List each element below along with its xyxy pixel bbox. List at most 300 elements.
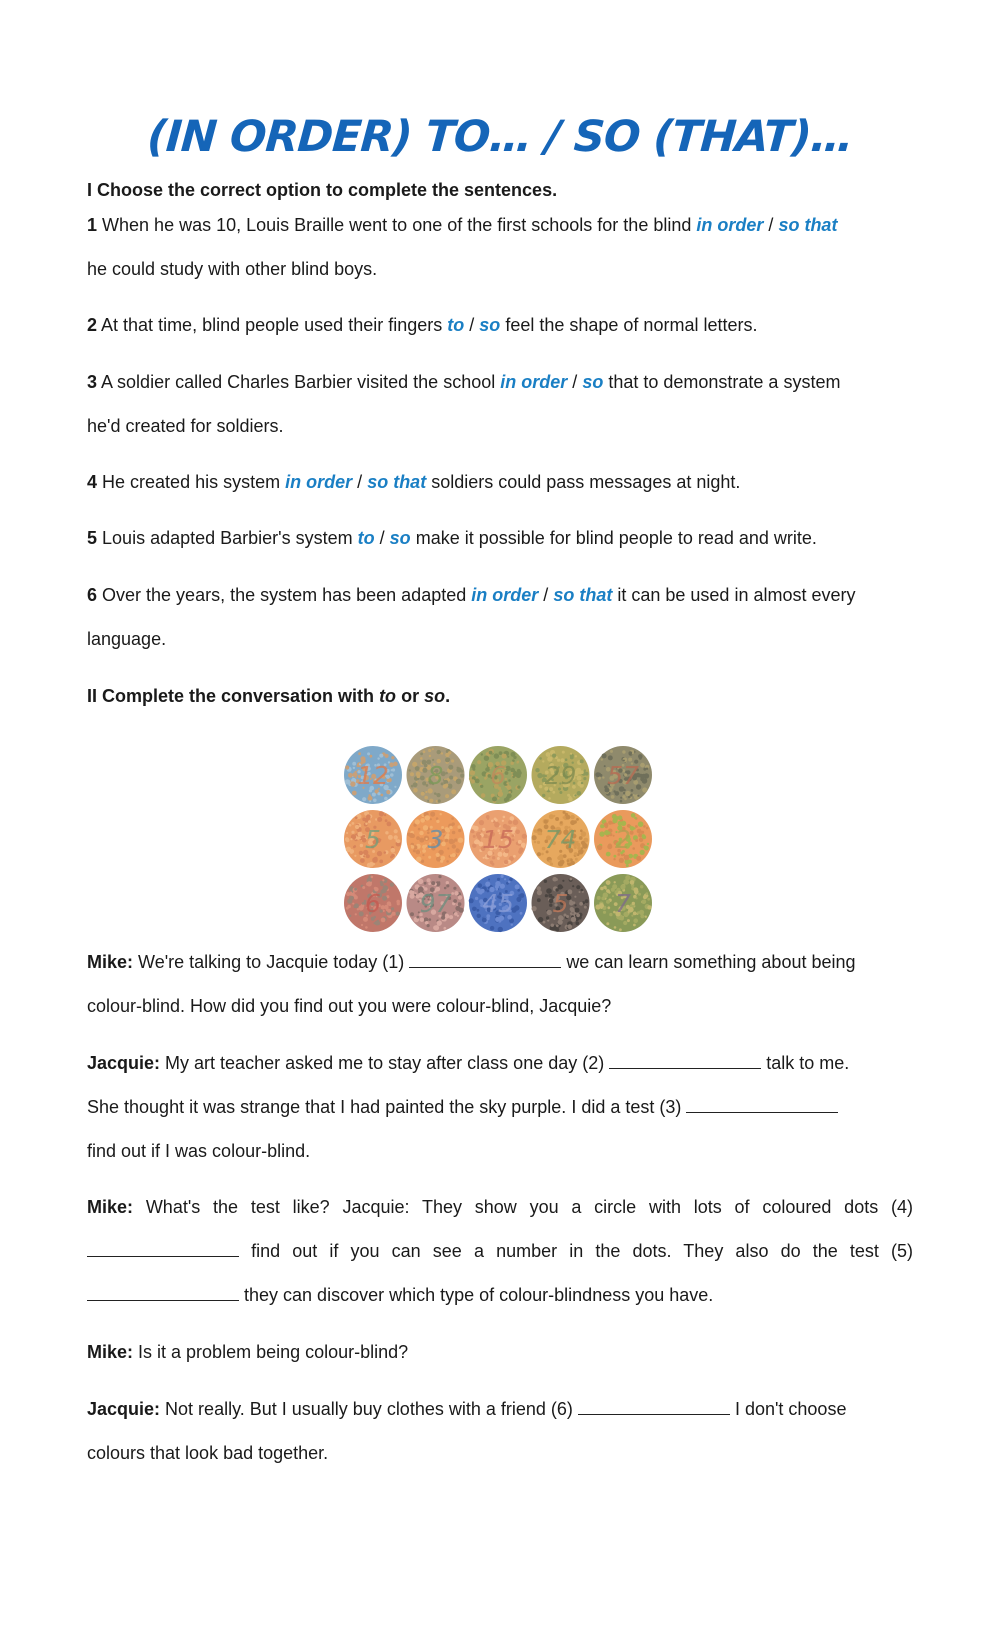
plate-dot (424, 796, 428, 800)
plate-dot (625, 791, 630, 796)
plate-dot (451, 789, 456, 794)
plate-dot (421, 792, 425, 796)
plate-dot (646, 827, 649, 830)
test-plate (344, 810, 402, 868)
plate-dot (367, 752, 370, 755)
plate-dot (597, 845, 602, 850)
plate-dot (427, 924, 430, 927)
plate-dot (601, 897, 605, 901)
plate-dot (633, 887, 638, 892)
plate-dot (575, 908, 580, 913)
option-b[interactable]: so that (553, 585, 613, 605)
plate-dot (620, 797, 622, 799)
section-2-heading (87, 686, 450, 707)
plate-dot (499, 751, 503, 755)
plate-dot (603, 886, 606, 889)
plate-dot (518, 771, 522, 775)
plate-dot (430, 818, 432, 820)
plate-dot (473, 835, 476, 838)
test-plate (407, 810, 465, 868)
plate-dot (626, 864, 629, 867)
plate-dot (396, 839, 400, 843)
plate-dot (504, 878, 506, 880)
plate-dot (508, 779, 511, 782)
plate-dot (383, 910, 385, 912)
plate-dot (361, 924, 363, 926)
plate-dot (501, 875, 504, 878)
plate-dot (570, 753, 572, 755)
plate-dot (352, 762, 356, 766)
plate-dot (646, 892, 649, 895)
plate-dot (497, 797, 499, 799)
plate-dot (415, 766, 420, 771)
plate-dot (451, 817, 454, 820)
plate-dot (418, 828, 421, 831)
test-plate (594, 874, 652, 932)
plate-dot (646, 768, 648, 770)
plate-dot (558, 920, 563, 925)
plate-dot (555, 928, 559, 932)
plate-dot (428, 749, 431, 752)
plate-dot (384, 797, 388, 801)
plate-dot (388, 835, 393, 840)
answer-blank-1[interactable] (409, 953, 561, 968)
plate-dot (574, 794, 576, 796)
test-plate (532, 874, 590, 932)
plate-hidden-number: 29 (544, 761, 577, 790)
plate-dot (446, 772, 448, 774)
plate-dot (618, 815, 623, 820)
plate-dot (606, 889, 610, 893)
dialogue-line-3 (87, 1053, 913, 1074)
plate-dot (410, 912, 414, 916)
plate-dot (471, 764, 476, 769)
plate-dot (379, 754, 383, 758)
dialogue-text: Is it a problem being colour-blind? (138, 1342, 409, 1362)
plate-dot (555, 817, 559, 821)
plate-dot (380, 881, 383, 884)
plate-dot (438, 799, 441, 802)
plate-dot (619, 928, 622, 931)
plate-dot (411, 785, 414, 788)
plate-dot (640, 763, 645, 768)
plate-dot (420, 753, 423, 756)
plate-dot (632, 902, 635, 905)
plate-dot (517, 786, 520, 789)
plate-dot (574, 904, 576, 906)
plate-dot (577, 843, 581, 847)
plate-dot (642, 778, 648, 784)
plate-dot (385, 754, 389, 758)
plate-dot (584, 769, 586, 771)
option-b[interactable]: so (479, 315, 501, 335)
plate-dot (549, 814, 554, 819)
plate-dot (575, 755, 577, 757)
plate-dot (550, 863, 553, 866)
plate-dot (422, 854, 424, 856)
plate-dot (458, 902, 462, 906)
plate-dot (411, 845, 414, 848)
plate-dot (534, 829, 538, 833)
plate-dot (409, 890, 413, 894)
plate-dot (579, 917, 581, 919)
plate-dot (377, 792, 380, 795)
plate-dot (441, 752, 443, 754)
plate-dot (508, 881, 511, 884)
sentence-text: Over the years, the system has been adapted (102, 585, 467, 605)
option-a[interactable]: in order (500, 372, 568, 392)
plate-hidden-number: 8 (427, 761, 444, 790)
plate-dot (546, 916, 549, 919)
speaker-jacquie: Jacquie: (87, 1399, 161, 1419)
sentence-text: When he was 10, Louis Braille went to one of the first schools for the blind (102, 215, 692, 235)
plate-dot (498, 927, 503, 932)
plate-dot (390, 773, 394, 777)
plate-dot (345, 765, 349, 769)
dialogue-line-6 (87, 1197, 913, 1218)
plate-dot (407, 833, 411, 837)
plate-dot (614, 926, 617, 929)
answer-blank-6[interactable] (578, 1400, 730, 1415)
plate-dot (548, 797, 551, 800)
plate-dot (546, 888, 552, 894)
sentence-4 (87, 472, 913, 493)
sentence-number: 4 (87, 472, 98, 492)
dialogue-line-2: colour-blind. How did you find out you were colour-blind, Jacquie? (87, 996, 612, 1016)
plate-dot (375, 858, 378, 861)
plate-dot (374, 922, 376, 924)
plate-dot (435, 793, 437, 795)
sentence-text: He created his system (102, 472, 281, 492)
option-b[interactable]: so that (778, 215, 838, 235)
plate-dot (345, 837, 349, 841)
plate-dot (423, 750, 426, 753)
plate-dot (563, 811, 566, 814)
plate-dot (622, 750, 625, 753)
plate-dot (347, 905, 351, 909)
sentence-5 (87, 528, 913, 549)
plate-dot (495, 885, 499, 889)
plate-dot (614, 881, 616, 883)
plate-dot (633, 924, 636, 927)
plate-hidden-number: 6 (490, 761, 506, 790)
plate-dot (433, 926, 438, 931)
plate-dot (362, 797, 366, 801)
option-a[interactable]: in order (285, 472, 353, 492)
plate-dot (633, 794, 635, 796)
plate-dot (476, 840, 480, 844)
plate-dot (372, 793, 376, 797)
plate-dot (497, 878, 500, 881)
plate-dot (635, 825, 638, 828)
speaker-jacquie: Jacquie: (87, 1053, 161, 1073)
plate-hidden-number: 57 (607, 761, 639, 790)
plate-dot (352, 903, 354, 905)
plate-dot (491, 863, 494, 866)
plate-dot (627, 919, 630, 922)
plate-dot (545, 894, 548, 897)
section-1-heading: I Choose the correct option to complete the sentences. (87, 180, 558, 200)
plate-dot (420, 818, 425, 823)
plate-hidden-number: 2 (615, 825, 631, 854)
plate-dot (632, 847, 635, 850)
plate-dot (614, 855, 617, 858)
plate-dot (639, 838, 643, 842)
plate-dot (633, 912, 637, 916)
plate-dot (508, 820, 512, 824)
plate-dot (436, 793, 440, 797)
test-plate (344, 874, 402, 932)
plate-dot (436, 817, 439, 820)
plate-dot (354, 845, 357, 848)
plate-dot (392, 768, 395, 771)
plate-dot (606, 900, 610, 904)
option-separator: / (379, 528, 385, 548)
plate-dot (437, 750, 441, 754)
plate-dot (511, 752, 516, 757)
plate-dot (514, 905, 519, 910)
option-a[interactable]: in order (471, 585, 539, 605)
plate-dot (366, 814, 371, 819)
plate-dot (482, 918, 487, 923)
option-b[interactable]: so (582, 372, 604, 392)
plate-dot (430, 812, 435, 817)
plate-dot (387, 909, 391, 913)
plate-dot (629, 751, 633, 755)
plate-dot (449, 826, 453, 830)
plate-dot (367, 863, 372, 868)
plate-dot (425, 815, 430, 820)
sentence-number: 5 (87, 528, 98, 548)
plate-dot (576, 818, 579, 821)
dialogue-line-9 (87, 1342, 913, 1363)
dialogue-text: My art teacher asked me to stay after class one day (2) (165, 1053, 605, 1073)
plate-dot (380, 890, 384, 894)
plate-dot (647, 843, 649, 845)
dialogue-line-1 (87, 952, 913, 973)
dialogue-text: We're talking to Jacquie today (1) (138, 952, 405, 972)
plate-dot (371, 876, 374, 879)
plate-dot (355, 913, 357, 915)
plate-dot (552, 791, 555, 794)
plate-dot (502, 753, 507, 758)
plate-dot (443, 927, 446, 930)
plate-dot (569, 796, 571, 798)
plate-dot (553, 918, 555, 920)
plate-dot (643, 825, 646, 828)
sentence-text: At that time, blind people used their fingers (101, 315, 443, 335)
plate-dot (518, 840, 522, 844)
plate-dot (477, 760, 481, 764)
plate-dot (507, 785, 512, 790)
dialogue-line-8 (87, 1285, 913, 1306)
plate-dot (396, 912, 400, 916)
page-title: (IN ORDER) TO… / SO (THAT)… (145, 112, 855, 162)
plate-dot (639, 757, 642, 760)
plate-dot (611, 795, 615, 799)
plate-dot (537, 852, 541, 856)
plate-dot (608, 755, 613, 760)
plate-dot (543, 921, 546, 924)
plate-dot (639, 910, 644, 915)
plate-dot (581, 831, 587, 837)
plate-dot (415, 819, 420, 824)
plate-dot (446, 884, 449, 887)
plate-dot (358, 832, 363, 837)
plate-dot (391, 907, 394, 910)
plate-dot (451, 759, 454, 762)
dialogue-text: talk to me. (766, 1053, 850, 1073)
plate-hidden-number: 6 (365, 889, 381, 918)
test-plate (344, 746, 402, 804)
plate-dot (615, 791, 620, 796)
plate-dot (642, 774, 646, 778)
test-plate (407, 746, 465, 804)
test-plate (594, 810, 652, 868)
plate-dot (556, 924, 559, 927)
option-b[interactable]: so (389, 528, 411, 548)
plate-dot (623, 792, 625, 794)
plate-dot (484, 756, 489, 761)
plate-dot (351, 831, 354, 834)
plate-dot (394, 786, 396, 788)
plate-dot (440, 813, 442, 815)
plate-dot (478, 883, 483, 888)
sentence-text-after: soldiers could pass messages at night. (431, 472, 741, 492)
plate-dot (623, 921, 627, 925)
test-plate (469, 874, 527, 932)
plate-dot (642, 787, 647, 792)
answer-blank-3[interactable] (686, 1098, 838, 1113)
plate-dot (368, 796, 373, 801)
plate-dot (643, 895, 647, 899)
plate-dot (446, 860, 449, 863)
plate-dot (369, 800, 371, 802)
answer-blank-5[interactable] (87, 1286, 239, 1301)
plate-dot (480, 785, 483, 788)
plate-dot (636, 856, 641, 861)
plate-dot (644, 846, 649, 851)
plate-dot (481, 753, 483, 755)
plate-dot (456, 848, 459, 851)
dialogue-line-10 (87, 1399, 913, 1420)
plate-dot (504, 798, 508, 802)
plate-dot (391, 854, 395, 858)
plate-dot (375, 818, 377, 820)
option-a[interactable]: to (447, 315, 465, 335)
answer-blank-2[interactable] (609, 1054, 761, 1069)
plate-dot (571, 917, 576, 922)
plate-dot (555, 878, 558, 881)
plate-dot (412, 762, 417, 767)
plate-dot (368, 820, 371, 823)
sentence-number: 1 (87, 215, 98, 235)
plate-hidden-number: 12 (357, 761, 389, 790)
plate-dot (354, 888, 357, 891)
test-plate (532, 810, 590, 868)
plate-dot (507, 756, 509, 758)
plate-dot (373, 799, 377, 803)
plate-dot (471, 779, 475, 783)
plate-dot (602, 753, 607, 758)
heading-word-to: to (379, 686, 397, 706)
plate-dot (460, 774, 464, 778)
heading-word-so: so (424, 686, 446, 706)
plate-dot (610, 750, 613, 753)
plate-dot (574, 820, 577, 823)
plate-dot (422, 849, 426, 853)
plate-dot (483, 857, 485, 859)
option-a[interactable]: to (357, 528, 375, 548)
plate-dot (382, 879, 384, 881)
plate-dot (450, 854, 453, 857)
plate-hidden-number: 3 (427, 825, 444, 854)
plate-dot (451, 892, 454, 895)
plate-dot (436, 820, 439, 823)
plate-dot (563, 816, 565, 818)
plate-dot (382, 896, 387, 901)
plate-dot (506, 782, 508, 784)
plate-dot (559, 791, 562, 794)
plate-dot (551, 924, 554, 927)
plate-dot (541, 853, 544, 856)
plate-dot (539, 785, 542, 788)
plate-dot (413, 782, 418, 787)
plate-dot (359, 905, 364, 910)
test-plate (407, 874, 465, 932)
plate-dot (487, 818, 489, 820)
plate-dot (454, 838, 457, 841)
plate-dot (603, 911, 606, 914)
plate-dot (370, 755, 373, 758)
plate-dot (562, 880, 564, 882)
plate-dot (387, 822, 392, 827)
plate-dot (645, 916, 647, 918)
answer-blank-4[interactable] (87, 1242, 239, 1257)
speaker-mike: Mike: (87, 952, 134, 972)
plate-dot (514, 827, 516, 829)
plate-dot (498, 791, 504, 797)
option-b[interactable]: so that (367, 472, 427, 492)
plate-dot (573, 901, 576, 904)
option-a[interactable]: in order (696, 215, 764, 235)
plate-dot (453, 887, 456, 890)
plate-dot (452, 831, 456, 835)
plate-dot (492, 856, 495, 859)
plate-dot (362, 818, 366, 822)
plate-dot (537, 773, 542, 778)
plate-dot (368, 794, 370, 796)
speaker-mike: Mike: (87, 1342, 134, 1362)
plate-dot (640, 850, 645, 855)
plate-dot (502, 820, 504, 822)
plate-dot (503, 816, 506, 819)
plate-dot (552, 754, 556, 758)
plate-dot (354, 905, 357, 908)
plate-dot (429, 918, 432, 921)
plate-dot (346, 832, 348, 834)
plate-dot (349, 915, 351, 917)
plate-dot (359, 911, 364, 916)
plate-dot (563, 854, 567, 858)
plate-dot (570, 815, 574, 819)
plate-dot (422, 845, 426, 849)
plate-dot (429, 799, 433, 803)
plate-dot (625, 875, 630, 880)
plate-dot (354, 896, 358, 900)
plate-dot (537, 886, 541, 890)
plate-dot (367, 881, 372, 886)
